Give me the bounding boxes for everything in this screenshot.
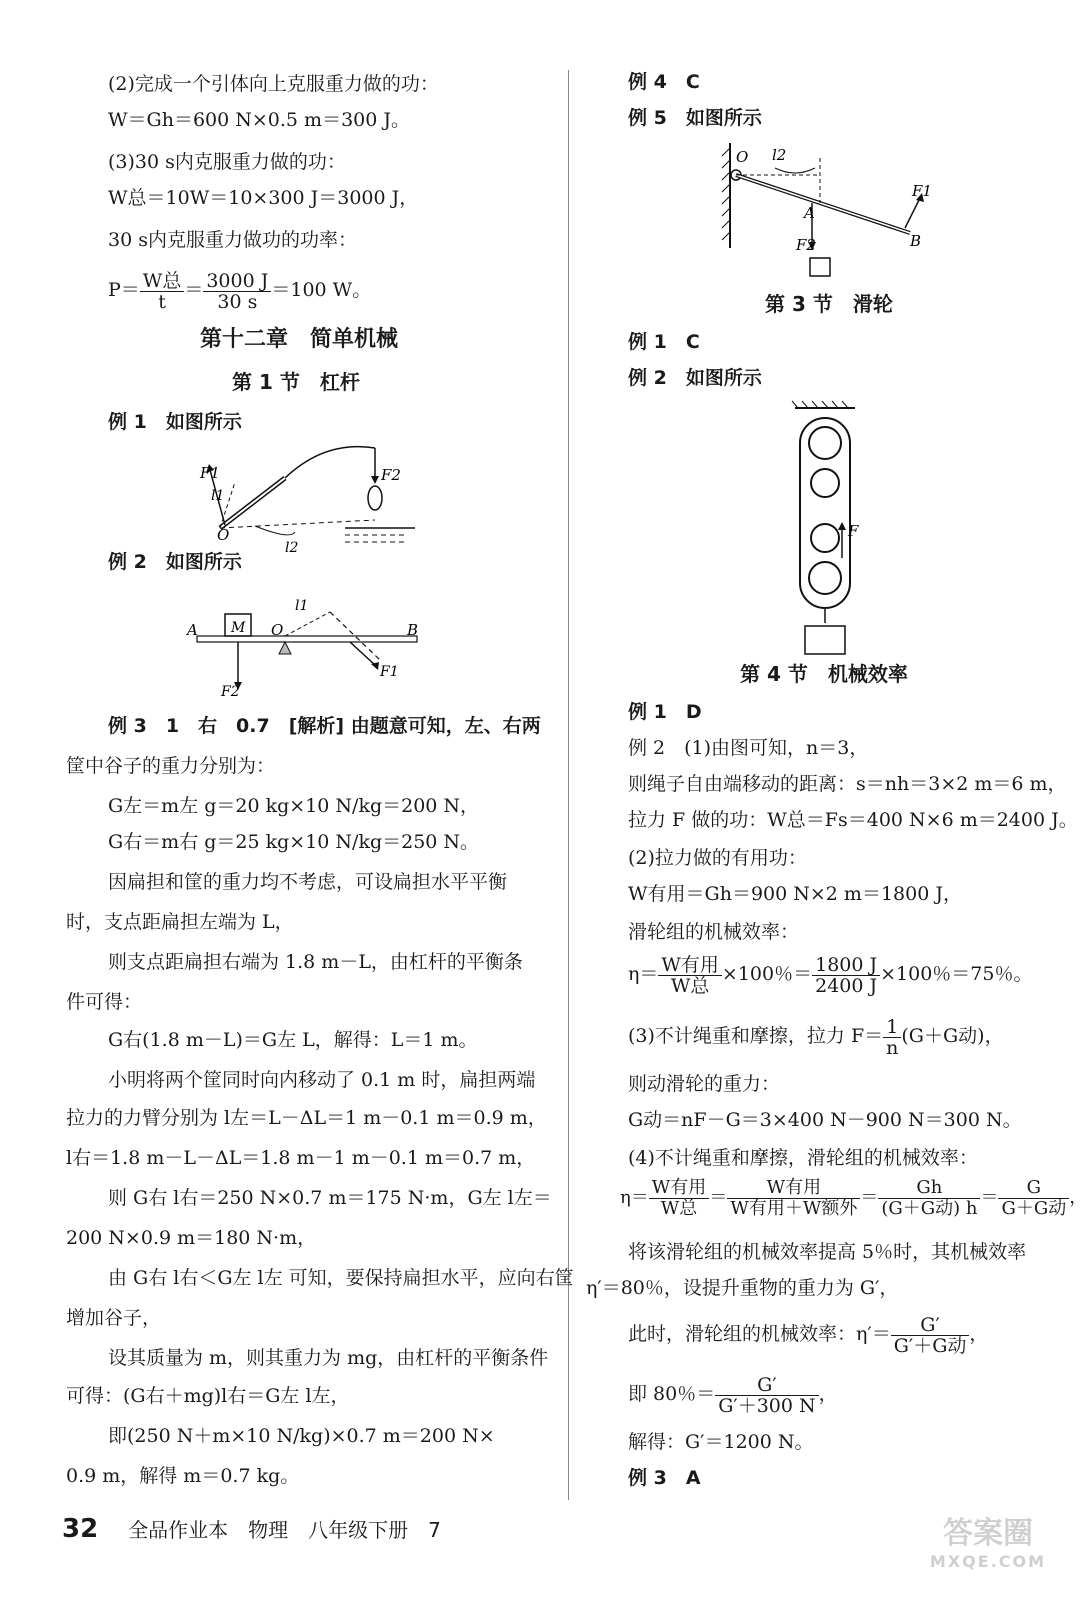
- s4-line: G动＝nF－G＝3×400 N－900 N＝300 N。: [628, 1109, 1022, 1131]
- label-l1: l1: [211, 488, 225, 504]
- label-O: O: [271, 621, 284, 639]
- ex3-line: G右(1.8 m－L)＝G左 L，解得：L＝1 m。: [108, 1029, 478, 1051]
- s4-line: (2)拉力做的有用功：: [628, 847, 807, 869]
- label-l2: l2: [772, 146, 787, 164]
- s4-line: (4)不计绳重和摩擦，滑轮组的机械效率：: [628, 1147, 978, 1169]
- s4-line: η′＝80％，设提升重物的重力为 G′，: [586, 1277, 899, 1299]
- label-l2: l2: [285, 540, 299, 556]
- lever-beam-figure: [185, 590, 425, 700]
- example-label: 例 3 A: [628, 1467, 701, 1489]
- label-O: O: [736, 148, 749, 166]
- text-line: 30 s内克服重力做功的功率：: [108, 229, 357, 251]
- label-A: A: [187, 621, 198, 639]
- ex3-line: 件可得：: [66, 991, 143, 1013]
- s4-line: 解得：G′＝1200 N。: [628, 1431, 814, 1453]
- label-F: F: [848, 522, 859, 540]
- ex3-line: 增加谷子，: [66, 1307, 162, 1329]
- pulley-figure: [780, 398, 880, 660]
- ex3-line: 200 N×0.9 m＝180 N·m，: [66, 1227, 317, 1249]
- ex3-line: 设其质量为 m，则其重力为 mg，由杠杆的平衡条件: [108, 1347, 549, 1369]
- ex3-line: 筐中谷子的重力分别为：: [66, 755, 276, 777]
- label-F1: F1: [200, 464, 220, 482]
- ex3-line: 小明将两个筐同时向内移动了 0.1 m 时，扁担两端: [108, 1069, 536, 1091]
- label-A: A: [804, 204, 815, 222]
- ex3-line: l右＝1.8 m－L－ΔL＝1.8 m－1 m－0.1 m＝0.7 m，: [66, 1147, 536, 1169]
- force-formula: (3)不计绳重和摩擦，拉力 F＝ $\frac{1}{n}$ (G＋G动)，: [628, 1015, 1004, 1059]
- efficiency-formula-2: η＝ $\frac{\text{W有用}}{\text{W总}}$ ＝ $\frac{\text{W有用}}{\text{W有用＋W额外}}$ ＝ $\frac{Gh}{\text{(G＋G动) h}}$ ＝ $\frac{G}{\text{G＋G动}}$ ，: [620, 1176, 1088, 1219]
- s4-line: 滑轮组的机械效率：: [628, 921, 800, 943]
- label-F2: F2: [221, 684, 240, 700]
- efficiency-formula-1: η＝ $\frac{\text{W有用}}{\text{W总}}$ ×100％＝ $\frac{1800 J}{2400 J}$ ×100％＝75％。: [628, 953, 1033, 997]
- ex3-line: 例 3 1 右 0.7 [解析] 由题意可知，左、右两: [108, 715, 541, 737]
- example-label: 例 1 D: [628, 701, 702, 723]
- page-footer: [62, 1514, 441, 1544]
- ex3-line: G左＝m左 g＝20 kg×10 N/kg＝200 N，: [108, 795, 480, 817]
- ex3-line: 可得：(G右＋mg)l右＝G左 l左，: [66, 1385, 350, 1407]
- example-label: 例 2 如图所示: [628, 367, 762, 389]
- label-B: B: [407, 621, 419, 639]
- wall-lever-figure: [720, 138, 940, 288]
- text-line: (2)完成一个引体向上克服重力做的功：: [108, 73, 439, 95]
- example-label: 例 1 C: [628, 331, 700, 353]
- section-title: 第 3 节 滑轮: [765, 292, 893, 316]
- section-title: 第 1 节 杠杆: [232, 370, 360, 394]
- ex3-line: 由 G右 l右＜G左 l左 可知，要保持扁担水平，应向右筐: [108, 1267, 574, 1289]
- text-line: W＝Gh＝600 N×0.5 m＝300 J。: [108, 109, 410, 131]
- ex3-line: 则支点距扁担右端为 1.8 m－L，由杠杆的平衡条: [108, 951, 523, 973]
- s4-line: 例 2 (1)由图可知，n＝3，: [628, 737, 869, 759]
- label-F2: F2: [381, 466, 401, 484]
- ex3-line: 即(250 N＋m×10 N/kg)×0.7 m＝200 N×: [108, 1425, 495, 1447]
- example-label: 例 1 如图所示: [108, 411, 242, 433]
- label-O: O: [217, 526, 230, 544]
- lever-fishing-figure: [195, 440, 425, 558]
- power-formula: P＝ $\frac{\text{W总}}{t}$ ＝ $\frac{3000 J}{30 s}$ ＝100 W。: [108, 269, 372, 313]
- page-number: 32: [62, 1514, 99, 1544]
- label-l1: l1: [295, 598, 309, 614]
- example-label: 例 4 C: [628, 71, 700, 93]
- text-line: (3)30 s内克服重力做的功：: [108, 151, 346, 173]
- efficiency-formula-3: 此时，滑轮组的机械效率：η′＝ $\frac{G'}{\text{G′＋G动}}$ ，: [628, 1313, 989, 1357]
- watermark-logo: 答案圈 MXQE.COM: [929, 1516, 1047, 1571]
- ex3-line: 0.9 m，解得 m＝0.7 kg。: [66, 1465, 300, 1487]
- ex3-line: 时，支点距扁担左端为 L，: [66, 911, 294, 933]
- example-label: 例 2 如图所示: [108, 551, 242, 573]
- text-line: W总＝10W＝10×300 J＝3000 J，: [108, 187, 419, 209]
- efficiency-formula-4: 即 80％＝ $\frac{G'}{G'+300 N}$ ，: [628, 1373, 838, 1417]
- ex3-line: 拉力的力臂分别为 l左＝L－ΔL＝1 m－0.1 m＝0.9 m，: [66, 1107, 547, 1129]
- s4-line: 则动滑轮的重力：: [628, 1073, 781, 1095]
- chapter-title: 第十二章 简单机械: [200, 327, 399, 352]
- ex3-line: 则 G右 l右＝250 N×0.7 m＝175 N·m，G左 l左＝: [108, 1187, 552, 1209]
- s4-line: W有用＝Gh＝900 N×2 m＝1800 J，: [628, 883, 962, 905]
- section-title: 第 4 节 机械效率: [740, 662, 908, 686]
- s4-line: 拉力 F 做的功：W总＝Fs＝400 N×6 m＝2400 J。: [628, 809, 1078, 831]
- label-F2: F2: [796, 236, 816, 254]
- label-B: B: [910, 232, 922, 250]
- label-F1: F1: [380, 664, 399, 680]
- label-M: M: [231, 620, 246, 636]
- ex3-line: G右＝m右 g＝25 kg×10 N/kg＝250 N。: [108, 831, 480, 853]
- ex3-line: 因扁担和筐的重力均不考虑，可设扁担水平平衡: [108, 871, 508, 893]
- s4-line: 将该滑轮组的机械效率提高 5％时，其机械效率: [628, 1241, 1027, 1263]
- label-F1: F1: [912, 182, 932, 200]
- example-label: 例 5 如图所示: [628, 107, 762, 129]
- s4-line: 则绳子自由端移动的距离：s＝nh＝3×2 m＝6 m，: [628, 773, 1067, 795]
- book-title: 全品作业本 物理 八年级下册 7: [128, 1518, 441, 1542]
